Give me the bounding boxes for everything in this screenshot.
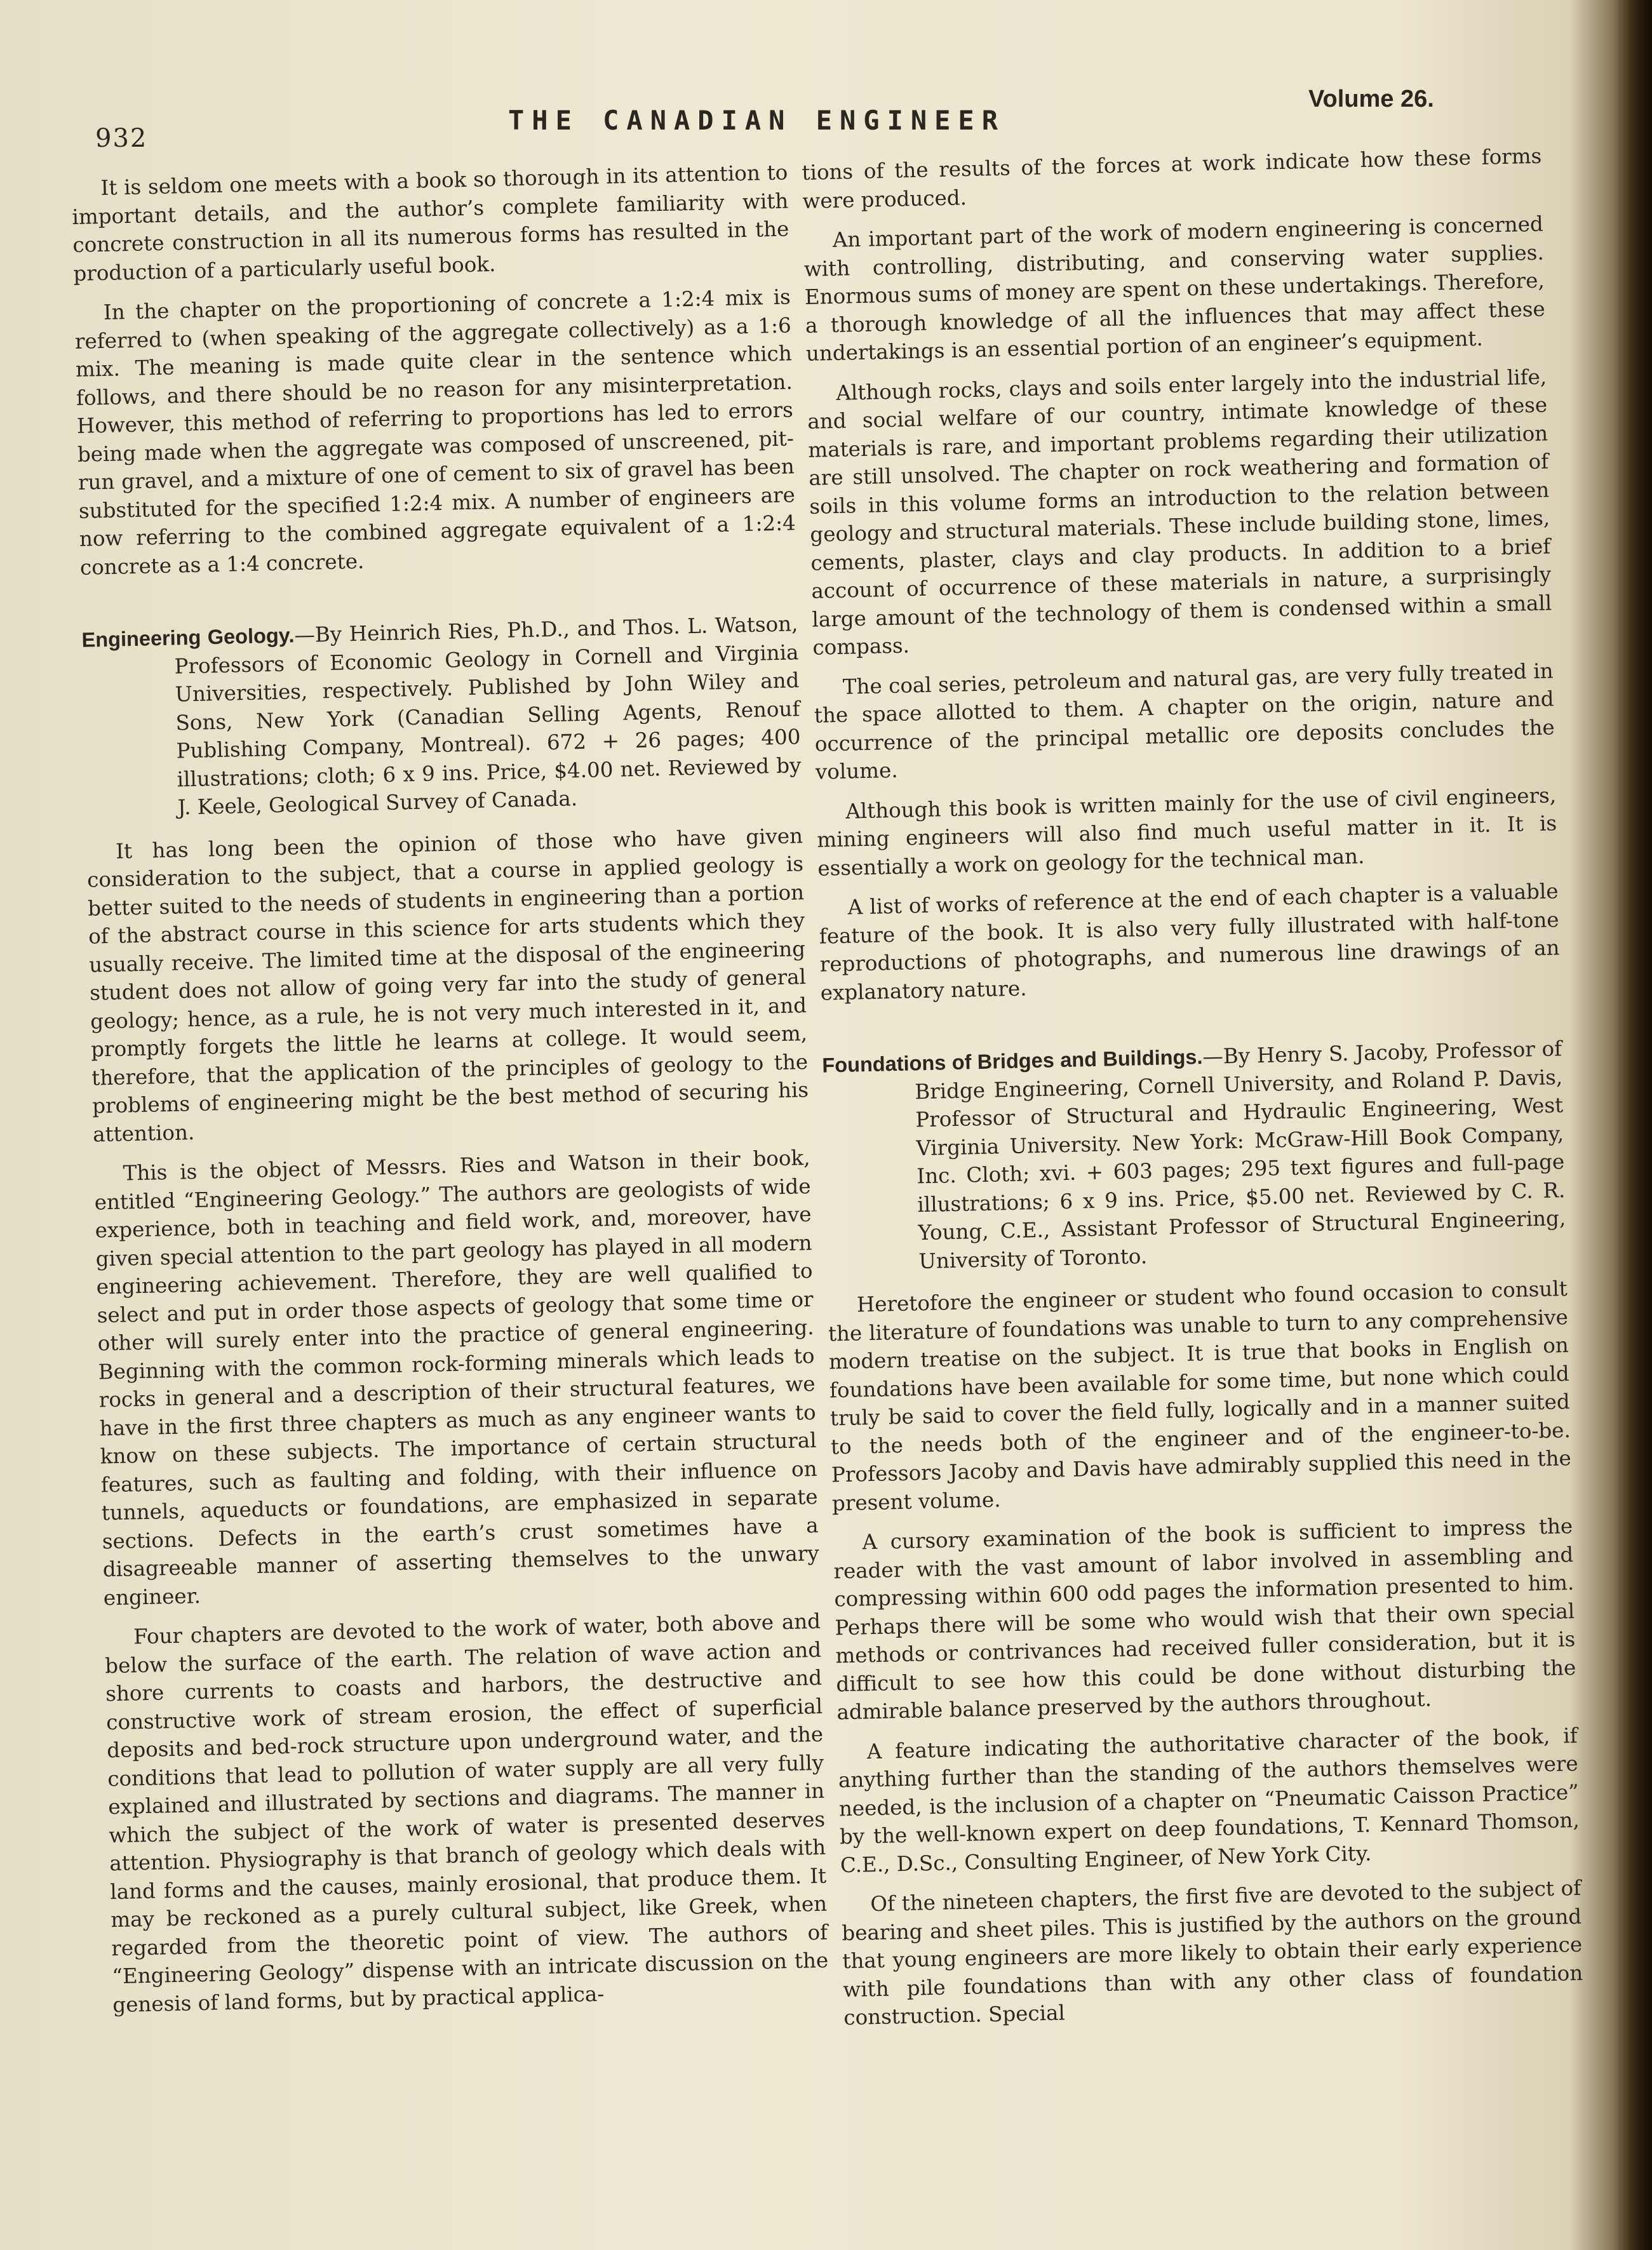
- review-heading: [822, 1035, 1567, 1277]
- right-column: [802, 142, 1584, 2044]
- paragraph: Although rocks, clays and soils enter largely into the industrial life, and social welfare of our country, intimate knowledge of these materials is rare, and important problems regarding their utilization are still unsolved. The chapter on rock weathering and formation of soils in this volume forms an introduction to the relation between geology and structural materials. These include building stone, limes, cements, plaster, clays and clay products. In addition to a brief account of occurrence of these materials in nature, a surprisingly large amount of the technology of them is condensed within a small compass.: [807, 364, 1552, 660]
- paragraph: The coal series, petroleum and natural gas, are very fully treated in the space allotted to them. A chapter on the origin, nature and occurrence of the principal metallic ore deposits concludes the volume.: [814, 658, 1555, 784]
- paragraph: An important part of the work of modern engineering is concerned with controlling, distributing, and conserving water supplies. Enormous sums of money are spent on these undertakings. Therefore, a thorough knowledge of all the influences that may affect these undertakings is an essential portion of an engineer’s equipment.: [803, 211, 1546, 366]
- left-column: [71, 158, 829, 2030]
- journal-title: THE CANADIAN ENGINEER: [508, 105, 1006, 136]
- paragraph: Of the nineteen chapters, the first five are devoted to the subject of bearing and sheet piles. This is justified by the authors on the ground that young engineers are more likely to obtain their early experience with pile foundations than with any other class of foundation construction. Special: [841, 1875, 1583, 2030]
- paragraph: A cursory examination of the book is sufficient to impress the reader with the vast amount of labor involved in assembling and compressing within 600 odd pages the information presented to him. Perhaps there will be some who would wish that their own special methods or contrivances had received fuller consideration, but it is difficult to see how this could be done without disturbing the admirable balance preserved by the authors throughout.: [833, 1514, 1576, 1725]
- paragraph: It is seldom one meets with a book so thorough in its attention to important details, and the author’s complete familiarity with concrete construction in all its numerous forms has resulted in the production of a particularly useful book.: [72, 160, 789, 286]
- paragraph: Although this book is written mainly for the use of civil engineers, mining engineers will also find much useful matter in it. It is essentially a work on geology for the technical man.: [816, 782, 1557, 881]
- paragraph: Heretofore the engineer or student who found occasion to consult the literature of foundations was unable to turn to any comprehensive modern treatise on the subject. It is true that books in English on foundations have been available for some time, but none which could truly be said to cover the field fully, logically and in a manner suited to the needs both of the engineer and of the engineer-to-be. Professors Jacoby and Davis have admirably supplied this need in the present volume.: [828, 1276, 1572, 1515]
- volume-label: Volume 26.: [1308, 86, 1434, 112]
- review-details: —By Heinrich Ries, Ph.D., and Thos. L. Watson, Professors of Economic Geology in Cornell and Virginia Universities, respectively. Published by John Wiley and Sons, New York (Canadian Selling Agents, Renouf Publishing Company, Montreal). 672 + 26 pages; 400 illustrations; cloth; 6 x 9 ins. Price, $4.00 net. Reviewed by J. Keele, Geological Survey of Canada.: [174, 612, 802, 820]
- binding-shadow: [1614, 0, 1652, 2250]
- review-title: Foundations of Bridges and Buildings.: [821, 1045, 1203, 1077]
- paragraph: Four chapters are devoted to the work of water, both above and below the surface of the earth. The relation of wave action and shore currents to coasts and harbors, the destructive and constructive work of stream erosion, the effect of superficial deposits and bed-rock structure upon underground water, and the conditions that lead to pollution of water supply are all very fully explained and illustrated by sections and diagrams. The manner in which the subject of the work of water is presented deserves attention. Physiography is that branch of geology which deals with land forms and the causes, mainly erosional, that produce them. It may be reckoned as a purely cultural subject, like Greek, when regarded from the theoretic point of view. The authors of “Engineering Geology” dispense with an intricate discussion on the genesis of land forms, but by practical applica-: [104, 1609, 829, 2017]
- review-details: —By Henry S. Jacoby, Professor of Bridge Engineering, Cornell University, and Roland P. Davis, Professor of Structural and Hydraulic Engineering, West Virginia University. New York: McGraw-Hill Book Company, Inc. Cloth; xvi. + 603 pages; 295 text figures and full-page illustrations; 6 x 9 ins. Price, $5.00 net. Reviewed by C. R. Young, C.E., Assistant Professor of Structural Engineering, University of Toronto.: [914, 1036, 1566, 1273]
- page-number: 932: [95, 124, 148, 153]
- paragraph: It has long been the opinion of those who have given consideration to the subject, that a course in applied geology is better suited to the needs of students in engineering than a portion of the abstract course in this science for arts students which they usually receive. The limited time at the disposal of the engineering student does not allow of going very far into the study of general geology; hence, as a rule, he is not very much interested in it, and promptly forgets the little he learns at college. It would seem, therefore, that the application of the principles of geology to the problems of engineering might be the best method of securing his attention.: [86, 823, 809, 1147]
- paragraph: This is the object of Messrs. Ries and Watson in their book, entitled “Engineering Geology.” The authors are geologists of wide experience, both in teaching and field work, and, moreover, have given special attention to the part geology has played in all modern engineering achievement. Therefore, they are well qualified to select and put in order those aspects of geology that some time or other will surely enter into the practice of general engineering. Beginning with the common rock-forming minerals which leads to rocks in general and a description of their structural features, we have in the first three chapters as much as any engineer wants to know on these subjects. The importance of certain structural features, such as faulting and folding, with their influence on tunnels, aqueducts or foundations, are emphasized in separate sections. Defects in the earth’s crust sometimes have a disagreeable manner of asserting themselves to the unwary engineer.: [94, 1146, 819, 1610]
- paragraph: tions of the results of the forces at work indicate how these forms were produced.: [802, 144, 1542, 213]
- paragraph: A list of works of reference at the end of each chapter is a valuable feature of the book. It is also very fully illustrated with half-tone reproductions of photographs, and numerous line drawings of an explanatory nature.: [819, 879, 1560, 1005]
- paragraph: A feature indicating the authoritative character of the book, if anything further than the standing of the authors themselves were needed, is the inclusion of a chapter on “Pneumatic Caisson Practice” by the well-known expert on deep foundations, T. Kennard Thomson, C.E., D.Sc., Consulting Engineer, of New York City.: [838, 1723, 1580, 1877]
- paragraph: In the chapter on the proportioning of concrete a 1:2:4 mix is referred to (when speaking of the aggregate collectively) as a 1:6 mix. The meaning is made quite clear in the sentence which follows, and there should be no reason for any misinterpretation. However, this method of referring to proportions has led to errors being made when the aggregate was composed of unscreened, pit-run gravel, and a mixture of one of cement to six of gravel has been substituted for the specified 1:2:4 mix. A number of engineers are now referring to the combined aggregate equivalent of a 1:2:4 concrete as a 1:4 concrete.: [74, 285, 796, 580]
- review-title: Engineering Geology.: [81, 624, 295, 652]
- review-heading: [81, 610, 802, 824]
